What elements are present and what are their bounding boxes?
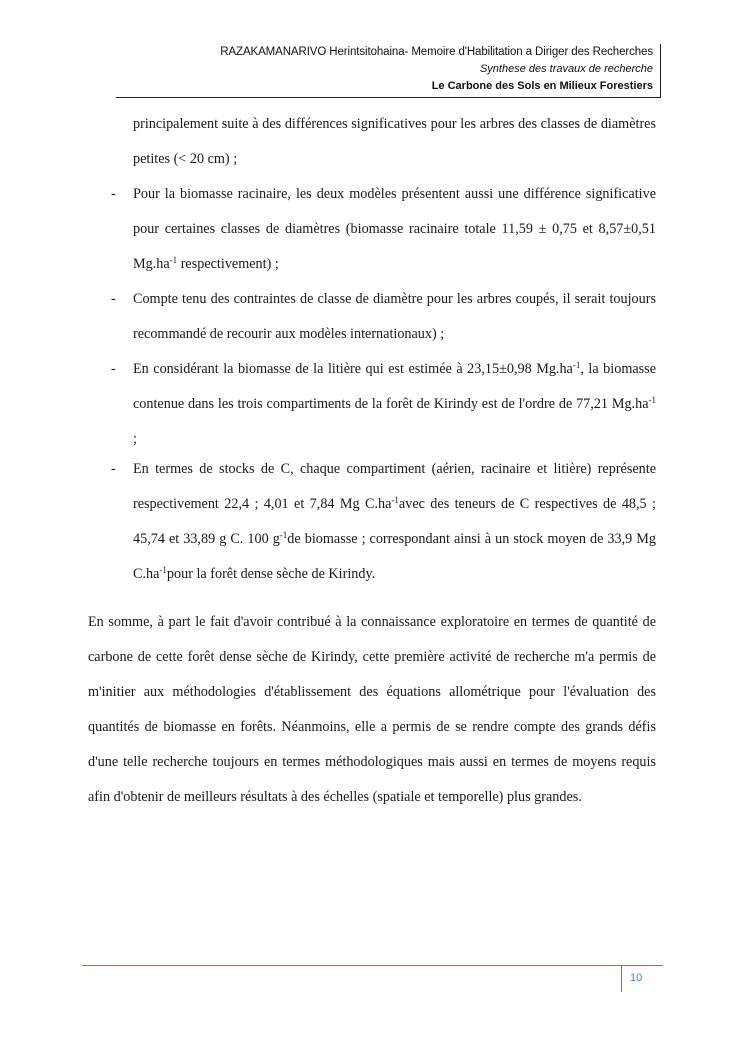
bullet-item-3 [111, 352, 656, 457]
bullet-item-1 [111, 177, 656, 282]
conclusion-paragraph: En somme, à part le fait d'avoir contribué à la connaissance exploratoire en termes de quantité de carbone de cette forêt dense sèche de Kirindy, cette première activité de recherche m'a permis de m'initier aux méthodologies d'établissement des équations allométrique pour l'évaluation des quantités de biomasse en forêts. Néanmoins, elle a permis de se rendre compte des grands défis d'une telle recherche toujours en termes méthodologiques mais aussi en termes de moyens requis afin d'obtenir de meilleurs résultats à des échelles (spatiale et temporelle) plus grandes. [88, 614, 656, 805]
superscript: -1 [572, 360, 581, 370]
page-header [116, 44, 661, 98]
continuation-paragraph: principalement suite à des différences significatives pour les arbres des classes de diamètres petites (< 20 cm) ; [133, 116, 656, 167]
bullet-marker: - [111, 461, 116, 477]
bullet-text: En termes de stocks de C, chaque compartiment (aérien, racinaire et litière) représente respectivement 22,4 ; 4,01 et 7,84 Mg C.ha [133, 461, 656, 512]
bullet-text: Pour la biomasse racinaire, les deux modèles présentent aussi une différence significative pour certaines classes de diamètres (biomasse racinaire totale 11,59 ± 0,75 et 8,57±0,51 Mg.ha [133, 186, 656, 272]
superscript: -1 [169, 255, 178, 265]
bullet-marker: - [111, 186, 116, 202]
bullet-text-cont: avec des teneurs de C respectives de 48,5 ; 45,74 et 33,89 g C. 100 g [133, 496, 656, 547]
footer-divider [82, 965, 663, 966]
bullet-text-end: pour la forêt dense sèche de Kirindy. [166, 566, 376, 582]
superscript: -1 [648, 395, 656, 405]
bullet-text-cont: , la biomasse contenue dans les trois compartiments de la forêt de Kirindy est de l'ordre de 77,21 Mg.ha [133, 361, 656, 412]
bullet-item-2 [111, 282, 656, 352]
bullet-marker: - [111, 291, 116, 307]
page-number [621, 966, 663, 992]
page-number-text: 10 [630, 972, 643, 984]
bullet-text-cont: de biomasse ; correspondant ainsi à un stock moyen de 33,9 Mg C.ha [133, 531, 656, 582]
bullet-text-cont: respectivement) ; [177, 256, 279, 272]
bullet-text: En considérant la biomasse de la litière qui est estimée à 23,15±0,98 Mg.ha [133, 361, 573, 377]
superscript: -1 [391, 495, 399, 505]
bullet-marker: - [111, 361, 116, 377]
superscript: -1 [159, 565, 167, 575]
header-topic-line: Le Carbone des Sols en Milieux Forestiers [431, 80, 653, 92]
superscript: -1 [279, 530, 288, 540]
bullet-item-4 [111, 452, 656, 592]
bullet-text-end: ; [133, 431, 137, 447]
bullet-text: Compte tenu des contraintes de classe de diamètre pour les arbres coupés, il serait toujours recommandé de recourir aux modèles internationaux) ; [133, 291, 656, 342]
header-synthesis-line: Synthese des travaux de recherche [479, 63, 653, 75]
header-author-line: RAZAKAMANARIVO Herintsitohaina- Memoire d'Habilitation a Diriger des Recherches [220, 46, 653, 58]
